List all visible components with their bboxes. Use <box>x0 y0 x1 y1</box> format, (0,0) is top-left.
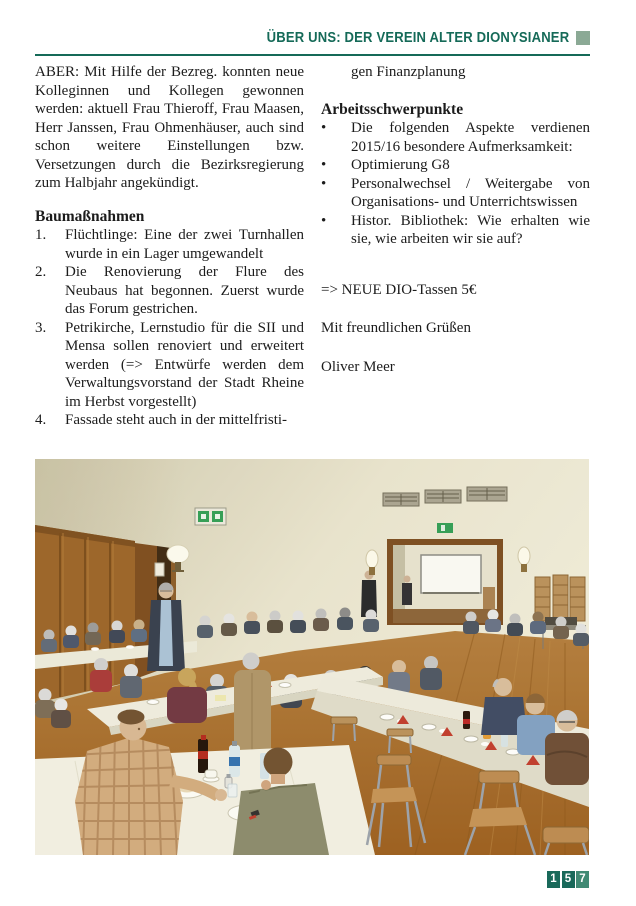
event-photo <box>35 459 589 855</box>
signature-line: Oliver Meer <box>321 358 395 375</box>
numbered-item <box>35 226 304 263</box>
page-number <box>547 871 589 888</box>
bullet-text: Optimierung G8 <box>351 157 450 173</box>
note-line: => NEUE DIO-Tassen 5€ <box>321 281 477 298</box>
column-left <box>35 63 304 430</box>
item-text: Flüchtlinge: Eine der zwei Turnhallen wurde in ein Lager umgewandelt <box>65 227 304 262</box>
item-text: Petrikirche, Lernstudio für die SII und Mensa sollen renoviert und erweitert werden (=> Entwürfe werden dem Verwaltungsvorstand der Stadt Rheine im Herbst vorgestellt) <box>65 319 304 410</box>
continuation-line: gen Finanzplanung <box>351 64 466 80</box>
bullet-marker: • <box>321 212 327 229</box>
bullet-text: Histor. Bibliothek: Wie erhalten wie sie, wie arbeiten wir sie auf? <box>351 212 590 247</box>
page-number-box: 5 <box>562 871 575 888</box>
text-columns <box>35 63 590 430</box>
item-marker: 3. <box>35 319 47 336</box>
numbered-item <box>35 263 304 319</box>
bullet-text: Personalwechsel / Weitergabe von Organisations- und Unterrichtswissen <box>351 175 590 210</box>
bullet-item <box>321 119 590 156</box>
column-right <box>321 63 590 430</box>
bullet-marker: • <box>321 157 327 173</box>
item-marker: 4. <box>35 412 47 428</box>
item-marker: 2. <box>35 264 47 280</box>
header-accent-square-icon <box>576 31 590 45</box>
bullet-item <box>321 175 590 212</box>
header-rule <box>35 54 590 56</box>
page-number-box: 7 <box>576 871 589 888</box>
item-text: Die Renovierung der Flure des Neubaus hat begonnen. Zuerst wurde das Forum gestrichen. <box>65 264 304 317</box>
bullet-text: Die folgenden Aspekte verdienen 2015/16 besondere Aufmerksamkeit: <box>351 120 590 155</box>
bullet-item <box>321 212 590 249</box>
page-number-box: 1 <box>547 871 560 888</box>
section-heading-baumassnahmen: Baumaßnahmen <box>35 207 145 225</box>
numbered-item <box>35 411 304 430</box>
page-header <box>35 28 590 48</box>
bullet-item <box>321 156 590 175</box>
bullet-marker: • <box>321 175 327 192</box>
lead-paragraph: ABER: Mit Hilfe der Bezreg. konnten neue Kolleginnen und Kollegen gewonnen werden: aktuell Frau Thieroff, Frau Maasen, Herr Janssen, Frau Ohmenhäuser, auch sind schon weitere Einstellungen bzw. Versetzungen durch die Bezirksregierung zum Halbjahr angekündigt. <box>35 64 304 191</box>
numbered-item <box>35 319 304 412</box>
item-marker: 1. <box>35 227 47 243</box>
section-heading-arbeitsschwerpunkte: Arbeitsschwerpunkte <box>321 100 464 118</box>
page-title: ÜBER UNS: DER VEREIN ALTER DIONYSIANER <box>266 30 569 46</box>
bullet-marker: • <box>321 120 327 136</box>
item-text: Fassade steht auch in der mittelfristi- <box>65 412 288 428</box>
closing-line: Mit freundlichen Grüßen <box>321 320 471 336</box>
